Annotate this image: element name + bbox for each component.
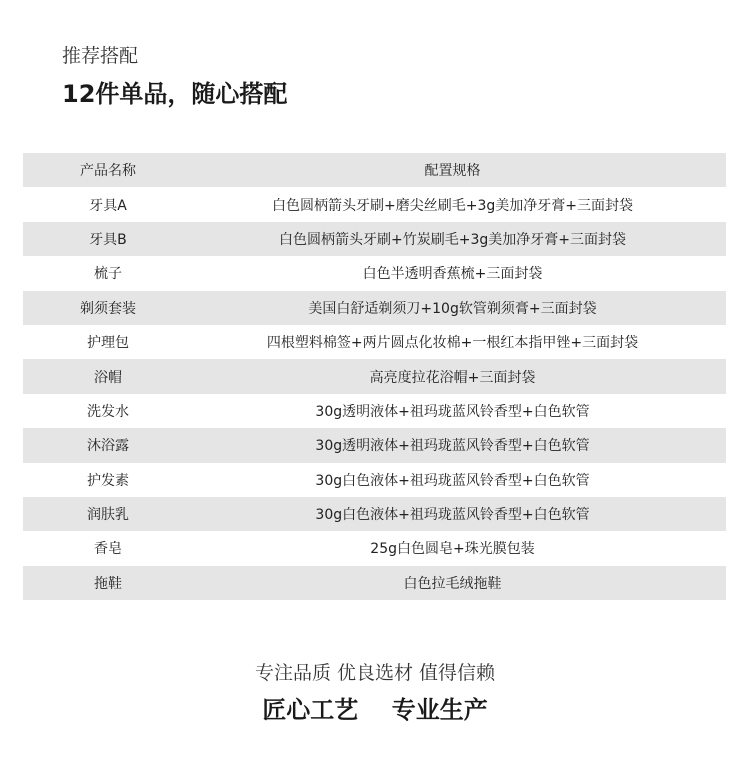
product-name-cell: 沐浴露 <box>87 438 129 455</box>
product-spec-cell: 白色圆柄箭头牙刷+磨尖丝刷毛+3g美加净牙膏+三面封袋 <box>272 197 633 214</box>
product-name-cell: 浴帽 <box>94 369 122 386</box>
table-row <box>23 291 726 325</box>
product-name-cell: 护理包 <box>87 335 129 352</box>
table-row <box>23 497 726 531</box>
table-row <box>23 325 726 359</box>
section-title: 12件单品，随心搭配 <box>62 80 288 108</box>
product-spec-cell: 白色圆柄箭头牙刷+竹炭刷毛+3g美加净牙膏+三面封袋 <box>279 231 626 248</box>
product-name-cell: 牙具B <box>89 231 127 248</box>
product-spec-cell: 30g透明液体+祖玛珑蓝风铃香型+白色软管 <box>315 438 590 455</box>
table-row <box>23 359 726 393</box>
product-spec-cell: 30g白色液体+祖玛珑蓝风铃香型+白色软管 <box>315 507 590 524</box>
column-header-spec: 配置规格 <box>424 163 481 180</box>
craft-motto: 匠心工艺 专业生产 <box>262 696 488 724</box>
table-row <box>23 531 726 565</box>
product-spec-cell: 美国白舒适剃须刀+10g软管剃须膏+三面封袋 <box>308 300 597 317</box>
product-name-cell: 梳子 <box>94 266 122 283</box>
section-subtitle: 推荐搭配 <box>62 45 139 67</box>
table-header-row <box>23 153 726 187</box>
table-row <box>23 428 726 462</box>
table-row <box>23 566 726 600</box>
product-spec-cell: 30g透明液体+祖玛珑蓝风铃香型+白色软管 <box>315 403 590 420</box>
product-name-cell: 润肤乳 <box>87 507 129 524</box>
product-name-cell: 拖鞋 <box>94 575 122 592</box>
product-spec-cell: 四根塑料棉签+两片圆点化妆棉+一根红本指甲锉+三面封袋 <box>266 335 639 352</box>
product-spec-cell: 25g白色圆皂+珠光膜包装 <box>370 541 535 558</box>
product-spec-cell: 白色拉毛绒拖鞋 <box>403 575 502 592</box>
table-row <box>23 222 726 256</box>
product-spec-cell: 白色半透明香蕉梳+三面封袋 <box>362 266 543 283</box>
table-row <box>23 187 726 221</box>
product-name-cell: 护发素 <box>87 472 129 489</box>
column-header-name: 产品名称 <box>80 163 136 180</box>
product-name-cell: 香皂 <box>94 541 122 558</box>
product-name-cell: 洗发水 <box>87 403 129 420</box>
product-spec-cell: 30g白色液体+祖玛珑蓝风铃香型+白色软管 <box>315 472 590 489</box>
table-row <box>23 256 726 290</box>
product-name-cell: 剃须套装 <box>80 300 136 317</box>
product-spec-cell: 高亮度拉花浴帽+三面封袋 <box>369 369 536 386</box>
quality-slogan: 专注品质 优良选材 值得信赖 <box>254 662 496 684</box>
table-row <box>23 463 726 497</box>
spec-table <box>23 153 726 600</box>
table-row <box>23 394 726 428</box>
product-name-cell: 牙具A <box>89 197 127 214</box>
